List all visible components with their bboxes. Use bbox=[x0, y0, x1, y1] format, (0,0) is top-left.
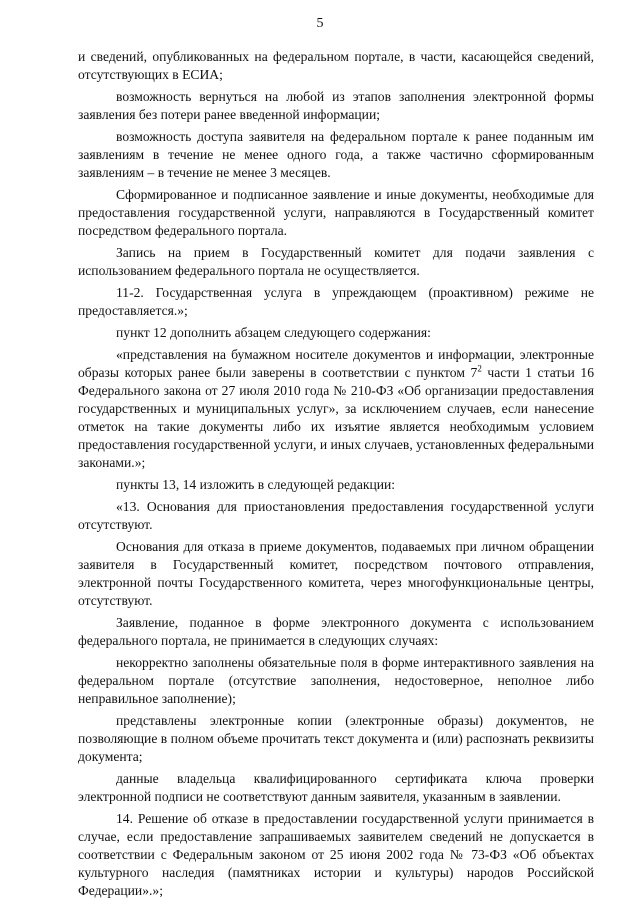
page-number: 5 bbox=[316, 16, 324, 31]
paragraph: пункт 12 дополнить абзацем следующего содержания: bbox=[116, 325, 431, 340]
paragraph: представлены электронные копии (электронные образы) документов, не позволяющие в полном объеме прочитать текст документа и (или) распознать реквизиты документа; bbox=[78, 713, 594, 764]
superscript: 2 bbox=[477, 363, 482, 374]
paragraph: некорректно заполнены обязательные поля в форме интерактивного заявления на федеральном портале (отсутствие заполнения, недостоверное, неполное либо неправильное заполнение); bbox=[78, 655, 594, 706]
paragraph: возможность вернуться на любой из этапов заполнения электронной формы заявления без потери ранее введенной информации; bbox=[78, 89, 594, 122]
paragraph: данные владельца квалифицированного сертификата ключа проверки электронной подписи не соответствуют данным заявителя, указанным в заявлении. bbox=[78, 771, 594, 804]
paragraph: Основания для отказа в приеме документов, подаваемых при личном обращении заявителя в Государственный комитет, посредством почтового отправления, электронной почты Государственного комитета, через многофункциональные центры, отсутствуют. bbox=[78, 539, 594, 608]
paragraph-text: «представления на бумажном носителе документов и информации, электронные образы которых ранее были заверены в соответствии с пунктом 7 bbox=[78, 347, 594, 380]
paragraph: Запись на прием в Государственный комитет для подачи заявления с использованием федерального портала не осуществляется. bbox=[78, 245, 594, 278]
paragraph: «13. Основания для приостановления предоставления государственной услуги отсутствуют. bbox=[78, 499, 594, 532]
paragraph: 14. Решение об отказе в предоставлении государственной услуги принимается в случае, если предоставление запрашиваемых заявителем сведений не допускается в соответствии с Федеральным законом от 25 июня 2002 года № 73-ФЗ «Об объектах культурного наследия (памятниках истории и культуры) народов Российской Федерации».»; bbox=[78, 811, 594, 898]
paragraph: возможность доступа заявителя на федеральном портале к ранее поданным им заявлениям в течение не менее одного года, а также частично сформированным заявлениям – в течение не менее 3 месяцев. bbox=[78, 129, 594, 180]
document-body bbox=[78, 48, 594, 904]
paragraph: Заявление, поданное в форме электронного документа с использованием федерального портала, не принимается в следующих случаях: bbox=[78, 615, 594, 648]
paragraph: и сведений, опубликованных на федеральном портале, в части, касающейся сведений, отсутствующих в ЕСИА; bbox=[78, 49, 594, 82]
paragraph: 11-2. Государственная услуга в упреждающем (проактивном) режиме не предоставляется.»; bbox=[78, 285, 594, 318]
paragraph-text: части 1 статьи 16 Федерального закона от 27 июля 2010 года № 210-ФЗ «Об организации предоставления государственных и муниципальных услуг», за исключением случаев, если нанесение отметок на такие документы либо их изъятие является необходимым условием предоставления государственной услуги, и иных случаев, установленных федеральными законами.»; bbox=[78, 365, 594, 470]
paragraph: пункты 13, 14 изложить в следующей редакции: bbox=[116, 477, 396, 492]
paragraph: Сформированное и подписанное заявление и иные документы, необходимые для предоставления государственной услуги, направляются в Государственный комитет посредством федерального портала. bbox=[78, 187, 594, 238]
paragraph bbox=[78, 346, 594, 472]
